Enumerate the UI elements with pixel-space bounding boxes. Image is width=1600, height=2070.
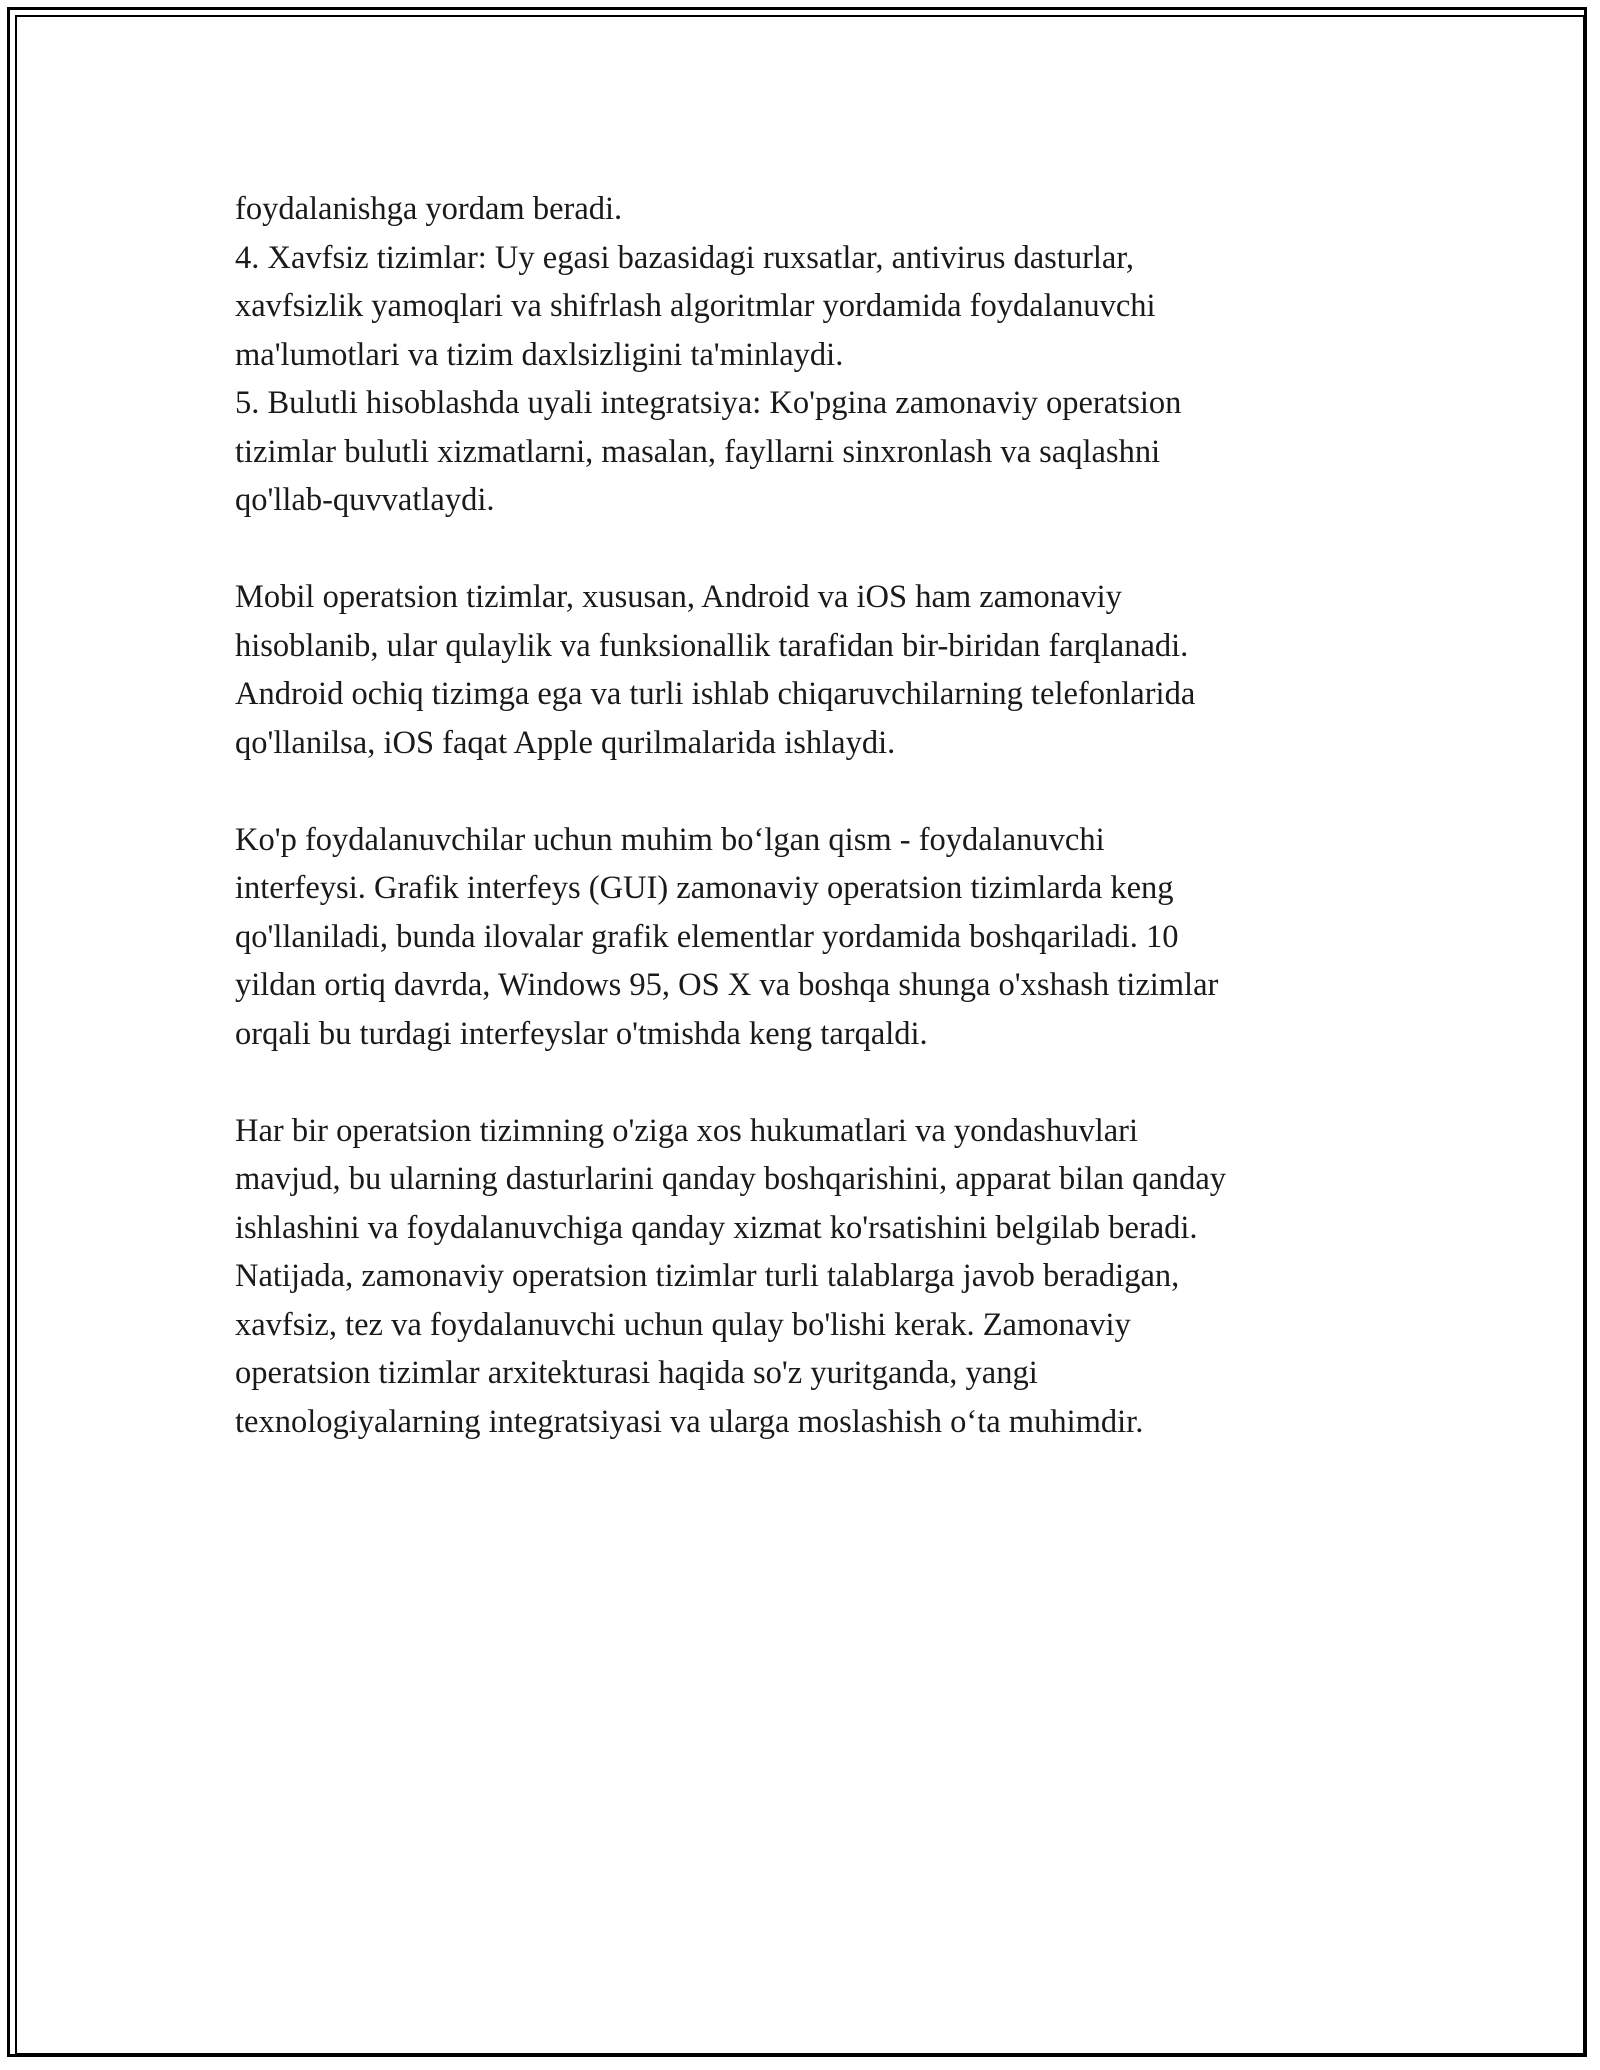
- text-line: texnologiyalarning integratsiyasi va ularga moslashish o‘ta muhimdir.: [235, 1403, 1144, 1440]
- paragraph-list-continuation: [235, 185, 1365, 525]
- text-line: interfeysi. Grafik interfeys (GUI) zamonaviy operatsion tizimlarda keng: [235, 870, 1174, 906]
- text-line: Har bir operatsion tizimning o'ziga xos hukumatlari va yondashuvlari: [235, 1112, 1139, 1149]
- paragraph-mobile-os: [235, 573, 1365, 767]
- paragraph-user-interface: [235, 816, 1365, 1059]
- text-line: hisoblanib, ular qulaylik va funksionallik tarafidan bir-biridan farqlanadi.: [235, 627, 1189, 664]
- text-line: ma'lumotlari va tizim daxlsizligini ta'minlaydi.: [235, 336, 844, 373]
- text-line: yildan ortiq davrda, Windows 95, OS X va boshqa shunga o'xshash tizimlar: [235, 967, 1219, 1003]
- text-line: Mobil operatsion tizimlar, xususan, Android va iOS ham zamonaviy: [235, 579, 1122, 615]
- document-body: [235, 185, 1365, 1446]
- text-line: 4. Xavfsiz tizimlar: Uy egasi bazasidagi ruxsatlar, antivirus dasturlar,: [235, 239, 1134, 276]
- text-line: xavfsizlik yamoqlari va shifrlash algoritmlar yordamida foydalanuvchi: [235, 288, 1156, 324]
- text-line: 5. Bulutli hisoblashda uyali integratsiya: Ko'pgina zamonaviy operatsion: [235, 385, 1182, 421]
- text-line: operatsion tizimlar arxitekturasi haqida so'z yuritganda, yangi: [235, 1355, 1038, 1391]
- text-line: Ko'p foydalanuvchilar uchun muhim bo‘lgan qism - foydalanuvchi: [235, 821, 1105, 858]
- text-line: xavfsiz, tez va foydalanuvchi uchun qulay bo'lishi kerak. Zamonaviy: [235, 1306, 1131, 1343]
- text-line: qo'llab-quvvatlaydi.: [235, 482, 495, 518]
- paragraph-conclusion: [235, 1107, 1365, 1447]
- text-line: mavjud, bu ularning dasturlarini qanday boshqarishini, apparat bilan qanday: [235, 1161, 1226, 1197]
- text-line: qo'llaniladi, bunda ilovalar grafik elementlar yordamida boshqariladi. 10: [235, 918, 1179, 955]
- text-line: qo'llanilsa, iOS faqat Apple qurilmalarida ishlaydi.: [235, 724, 896, 761]
- text-line: ishlashini va foydalanuvchiga qanday xizmat ko'rsatishini belgilab beradi.: [235, 1209, 1198, 1246]
- text-line: foydalanishga yordam beradi.: [235, 191, 623, 227]
- text-line: Natijada, zamonaviy operatsion tizimlar turli talablarga javob beradigan,: [235, 1258, 1180, 1294]
- text-line: Android ochiq tizimga ega va turli ishlab chiqaruvchilarning telefonlarida: [235, 676, 1196, 712]
- text-line: orqali bu turdagi interfeyslar o'tmishda keng tarqaldi.: [235, 1015, 928, 1052]
- text-line: tizimlar bulutli xizmatlarni, masalan, fayllarni sinxronlash va saqlashni: [235, 433, 1161, 470]
